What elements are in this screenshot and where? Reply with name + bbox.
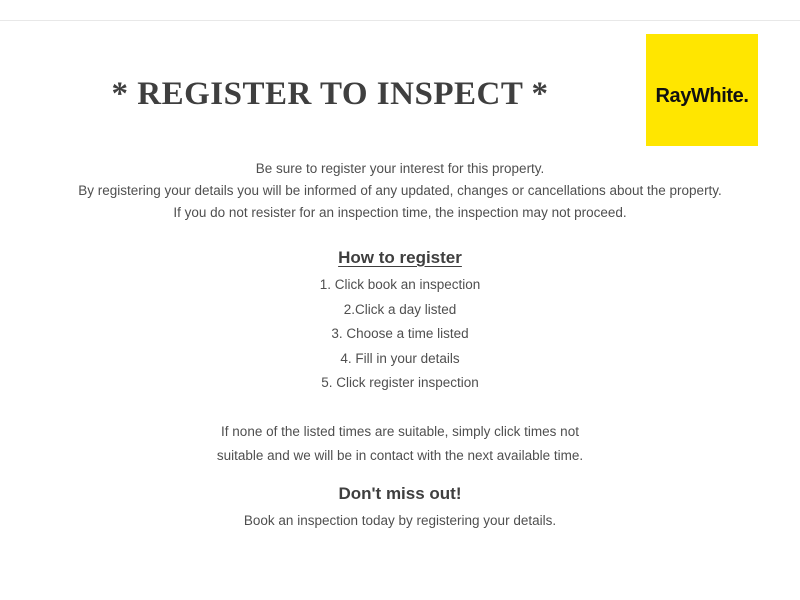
list-item: 3. Choose a time listed xyxy=(331,326,469,342)
logo-brand-secondary: White xyxy=(690,84,744,107)
note-line-2: suitable and we will be in contact with the next available time. xyxy=(216,448,584,463)
list-item: 2.Click a day listed xyxy=(343,301,457,317)
list-item: 1. Click book an inspection xyxy=(319,277,481,292)
intro-line-2: By registering your details you will be informed of any updated, changes or cancellations about the property. xyxy=(78,183,722,198)
intro-paragraph xyxy=(40,158,760,224)
note-line-1: If none of the listed times are suitable, simply click times not xyxy=(221,424,579,439)
closing-heading: Don't miss out! xyxy=(338,484,462,503)
note-paragraph xyxy=(40,420,760,468)
list-item: 4. Fill in your details xyxy=(340,350,460,366)
logo-brand-dot: . xyxy=(743,84,749,107)
list-item: 5. Click register inspection xyxy=(321,375,479,391)
top-divider xyxy=(0,20,800,21)
closing-text: Book an inspection today by registering your details. xyxy=(243,513,557,528)
page-title: * REGISTER TO INSPECT * xyxy=(111,76,549,112)
intro-line-1: Be sure to register your interest for this property. xyxy=(255,161,545,176)
logo-wordmark xyxy=(655,85,748,108)
howto-heading: How to register xyxy=(338,248,462,267)
intro-line-3: If you do not resister for an inspection time, the inspection may not proceed. xyxy=(173,205,627,220)
logo-brand-primary: Ray xyxy=(655,84,691,107)
steps-list xyxy=(40,273,760,396)
raywhite-logo xyxy=(646,34,758,146)
